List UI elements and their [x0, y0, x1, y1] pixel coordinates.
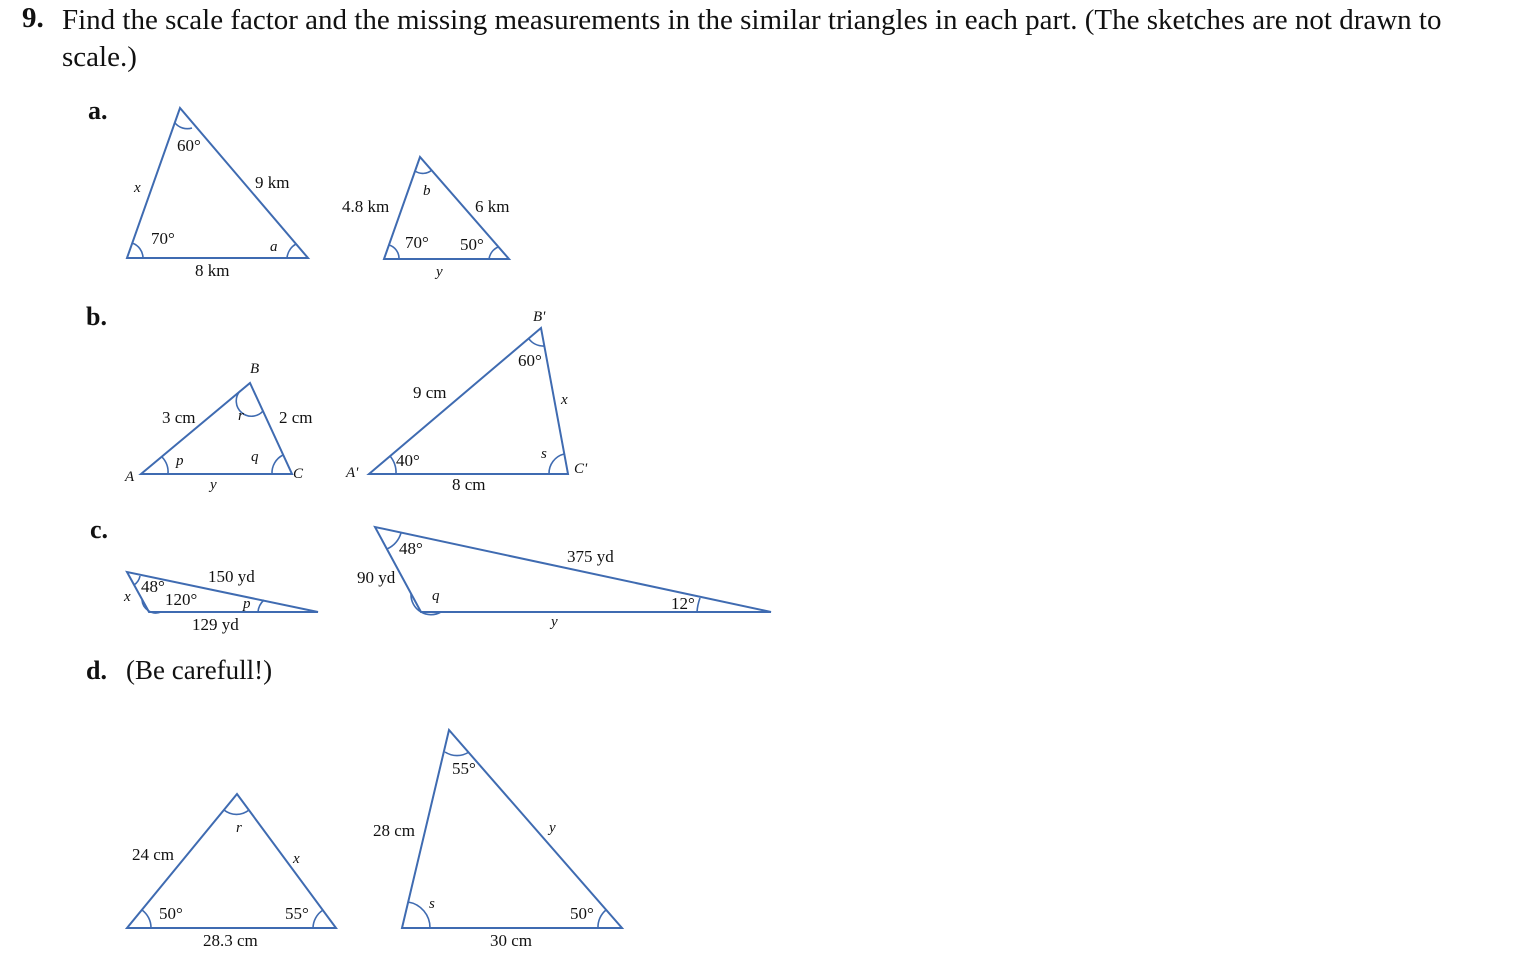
angle-arc [445, 752, 469, 756]
angle-arc [175, 123, 192, 129]
vertex-label: C [293, 466, 304, 482]
angle-label: 70° [151, 229, 175, 248]
side-label: x [561, 392, 568, 408]
angle-label: 70° [405, 233, 429, 252]
angle-label: q [251, 449, 259, 465]
angle-label: r [236, 820, 242, 836]
angle-label: p [176, 453, 184, 469]
angle-arc [415, 170, 432, 173]
part-d-note: (Be carefull!) [126, 655, 273, 685]
angle-label: 50° [460, 235, 484, 254]
angle-arc [598, 910, 606, 928]
vertex-label: C' [574, 461, 588, 477]
side-label: 28.3 cm [203, 931, 258, 950]
angle-arc [142, 910, 151, 928]
side-label: 3 cm [162, 408, 196, 427]
angle-label: q [432, 588, 440, 604]
angle-label: 60° [177, 136, 201, 155]
angle-label: 120° [165, 590, 198, 609]
angle-label: p [243, 596, 251, 612]
angle-arc [272, 455, 283, 474]
side-label: 24 cm [132, 845, 175, 864]
part-c-triangle-2 [357, 527, 771, 630]
question-text: Find the scale factor and the missing measurements in the similar triangles in each part. (The sketches are not drawn to scale.) [62, 4, 1442, 73]
side-label: 30 cm [490, 931, 533, 950]
angle-label: s [541, 446, 547, 462]
angle-arc [549, 454, 564, 474]
side-label: 8 km [195, 261, 230, 280]
angle-arc [529, 339, 544, 346]
side-label: y [210, 477, 217, 493]
angle-label: 12° [671, 594, 695, 613]
part-d-triangle-2 [373, 730, 622, 950]
angle-label: 55° [285, 904, 309, 923]
side-label: x [134, 180, 141, 196]
angle-label: r [238, 408, 244, 424]
part-d-label: d. [86, 656, 107, 685]
side-label: 6 km [475, 197, 510, 216]
side-label: x [293, 851, 300, 867]
angle-label: s [429, 896, 435, 912]
angle-arc [134, 576, 140, 585]
angle-label: a [270, 239, 278, 255]
vertex-label: B [250, 361, 260, 377]
angle-label: 55° [452, 759, 476, 778]
angle-label: b [423, 183, 431, 199]
side-label: 9 cm [413, 383, 447, 402]
angle-label: 40° [396, 451, 420, 470]
side-label: 8 cm [452, 475, 486, 494]
part-b-triangle-1 [124, 361, 313, 493]
triangle-outline [141, 383, 292, 474]
side-label: 375 yd [567, 547, 614, 566]
angle-label: 48° [399, 539, 423, 558]
angle-label: 50° [570, 904, 594, 923]
side-label: 9 km [255, 173, 290, 192]
side-label: 28 cm [373, 821, 416, 840]
angle-arc [287, 244, 296, 258]
part-b-label: b. [86, 302, 107, 331]
part-b-triangle-2 [345, 309, 588, 494]
angle-arc [162, 457, 168, 474]
part-a-triangle-1 [127, 108, 308, 280]
side-label: y [436, 264, 443, 280]
angle-arc [224, 810, 249, 814]
side-label: 150 yd [208, 567, 255, 586]
angle-label: 48° [141, 577, 165, 596]
angle-arc [389, 245, 399, 259]
vertex-label: A' [346, 465, 359, 481]
part-c-triangle-1 [123, 567, 318, 634]
angle-arc [258, 600, 264, 612]
angle-arc [313, 910, 323, 928]
angle-arc [408, 902, 430, 928]
side-label: 129 yd [192, 615, 239, 634]
side-label: 2 cm [279, 408, 313, 427]
side-label: 4.8 km [342, 197, 390, 216]
vertex-label: B' [533, 309, 546, 325]
side-label: y [551, 614, 558, 630]
part-a-label: a. [88, 96, 108, 125]
triangle-outline [402, 730, 622, 928]
angle-label: 60° [518, 351, 542, 370]
side-label: 90 yd [357, 568, 396, 587]
angle-arc [142, 600, 161, 613]
part-d-triangle-1 [127, 794, 336, 950]
part-c-label: c. [90, 515, 109, 544]
side-label: y [549, 820, 556, 836]
angle-label: 50° [159, 904, 183, 923]
part-a-triangle-2 [342, 157, 509, 280]
angle-arc [132, 243, 143, 258]
angle-arc [489, 247, 498, 259]
angle-arc [697, 598, 700, 612]
question-number: 9. [22, 2, 44, 34]
vertex-label: A [125, 469, 135, 485]
side-label: x [124, 589, 131, 605]
